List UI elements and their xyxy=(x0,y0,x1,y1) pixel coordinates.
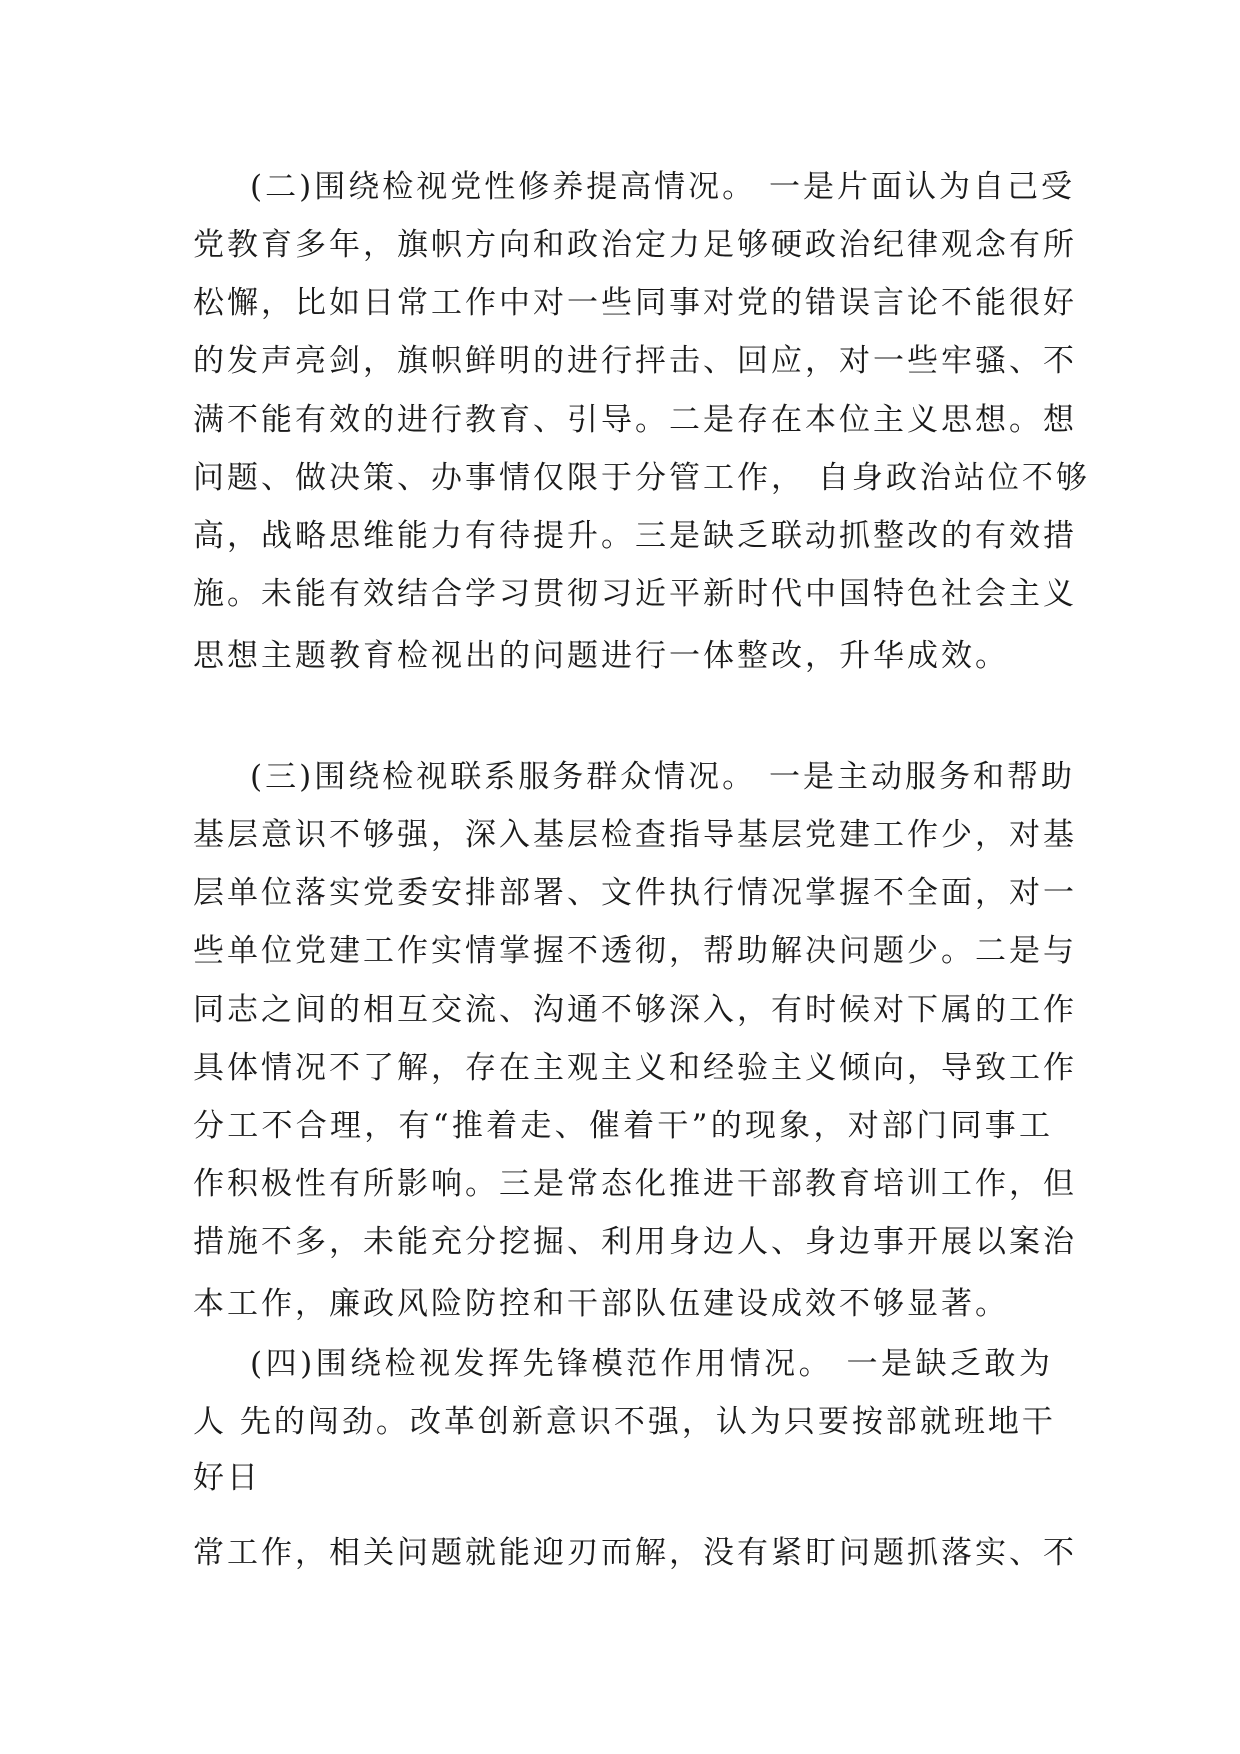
paragraph-2-line-3: 松懈，比如日常工作中对一些同事对党的错误言论不能很好 xyxy=(193,285,1077,321)
paragraph-4-line-3: 好日 xyxy=(193,1460,261,1496)
paragraph-2-line-6: 问题、做决策、办事情仅限于分管工作， 自身政治站位不够 xyxy=(193,460,1090,496)
paragraph-2-line-2: 党教育多年，旗帜方向和政治定力足够硬政治纪律观念有所 xyxy=(193,227,1077,263)
paragraph-3-line-4: 些单位党建工作实情掌握不透彻，帮助解决问题少。二是与 xyxy=(193,933,1077,969)
paragraph-3-line-1: (三)围绕检视联系服务群众情况。 一是主动服务和帮助 xyxy=(250,759,1076,795)
paragraph-2-line-9: 思想主题教育检视出的问题进行一体整改，升华成效。 xyxy=(193,638,1009,674)
paragraph-3-line-6: 具体情况不了解，存在主观主义和经验主义倾向，导致工作 xyxy=(193,1050,1077,1086)
paragraph-2-line-1: (二)围绕检视党性修养提高情况。 一是片面认为自己受 xyxy=(250,169,1076,205)
paragraph-4-line-2: 人 先的闯劲。改革创新意识不强，认为只要按部就班地干 xyxy=(193,1404,1056,1440)
paragraph-2-line-8: 施。未能有效结合学习贯彻习近平新时代中国特色社会主义 xyxy=(193,576,1077,612)
paragraph-4-line-1: (四)围绕检视发挥先锋模范作用情况。 一是缺乏敢为 xyxy=(250,1346,1053,1382)
paragraph-3-line-5: 同志之间的相互交流、沟通不够深入，有时候对下属的工作 xyxy=(193,992,1077,1028)
paragraph-4-line-4: 常工作，相关问题就能迎刃而解，没有紧盯问题抓落实、不 xyxy=(193,1535,1077,1571)
paragraph-3-line-10: 本工作，廉政风险防控和干部队伍建设成效不够显著。 xyxy=(193,1286,1009,1322)
paragraph-2-line-4: 的发声亮剑，旗帜鲜明的进行抨击、回应，对一些牢骚、不 xyxy=(193,343,1077,379)
paragraph-3-line-7: 分工不合理，有“推着走、催着干”的现象，对部门同事工 xyxy=(193,1108,1053,1144)
paragraph-3-line-9: 措施不多，未能充分挖掘、利用身边人、身边事开展以案治 xyxy=(193,1224,1077,1260)
paragraph-2-line-7: 高，战略思维能力有待提升。三是缺乏联动抓整改的有效措 xyxy=(193,518,1077,554)
paragraph-3-line-3: 层单位落实党委安排部署、文件执行情况掌握不全面，对一 xyxy=(193,875,1077,911)
paragraph-3-line-2: 基层意识不够强，深入基层检查指导基层党建工作少，对基 xyxy=(193,817,1077,853)
paragraph-2-line-5: 满不能有效的进行教育、引导。二是存在本位主义思想。想 xyxy=(193,402,1077,438)
paragraph-3-line-8: 作积极性有所影响。三是常态化推进干部教育培训工作，但 xyxy=(193,1166,1077,1202)
